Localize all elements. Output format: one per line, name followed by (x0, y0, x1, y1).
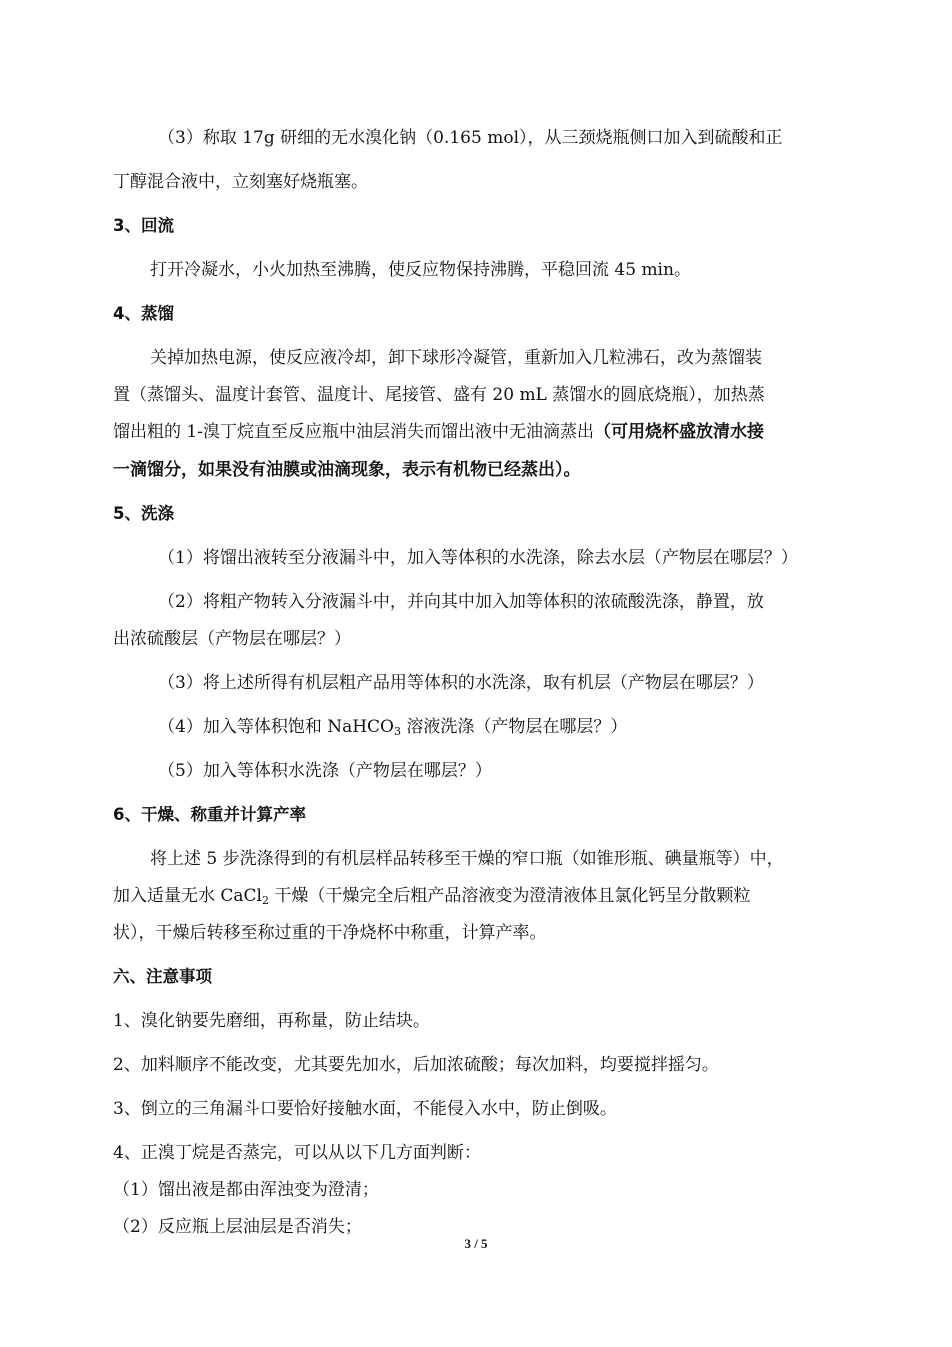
list-item-text: 溶液洗涤（产物层在哪层？） (401, 717, 628, 737)
section-heading-distillation: 4、蒸馏 (113, 304, 174, 323)
list-item: （3）将上述所得有机层粗产品用等体积的水洗涤，取有机层（产物层在哪层？） (158, 673, 764, 693)
subscript: 3 (394, 725, 401, 738)
subscript: 2 (262, 894, 269, 907)
list-item: 4、正溴丁烷是否蒸完，可以从以下几方面判断： (113, 1143, 481, 1163)
paragraph-text: 加入适量无水 CaCl (113, 886, 262, 906)
list-item: 2、加料顺序不能改变，尤其要先加水，后加浓硫酸；每次加料，均要搅拌摇匀。 (113, 1055, 719, 1075)
paragraph-text: 馏出粗的 1-溴丁烷直至反应瓶中油层消失而馏出液中无油滴蒸出 (113, 422, 594, 442)
paragraph-line: 打开冷凝水，小火加热至沸腾，使反应物保持沸腾，平稳回流 45 min。 (150, 260, 691, 280)
list-item: （2）将粗产物转入分液漏斗中，并向其中加入加等体积的浓硫酸洗涤，静置，放 (158, 592, 764, 612)
list-item-text: （4）加入等体积饱和 NaHCO (158, 717, 394, 737)
list-item: 1、溴化钠要先磨细，再称量，防止结块。 (113, 1011, 430, 1031)
list-item (158, 715, 627, 739)
paragraph-text: 干燥（干燥完全后粗产品溶液变为澄清液体且氯化钙呈分散颗粒 (269, 886, 751, 906)
paragraph-line: （3）称取 17g 研细的无水溴化钠（0.165 mol），从三颈烧瓶侧口加入到硫酸和正 (158, 128, 783, 148)
list-item: 3、倒立的三角漏斗口要恰好接触水面，不能侵入水中，防止倒吸。 (113, 1099, 617, 1119)
list-item: （2）反应瓶上层油层是否消失； (113, 1217, 362, 1237)
paragraph-bold-line: 一滴馏分，如果没有油膜或油滴现象，表示有机物已经蒸出）。 (113, 460, 581, 480)
list-item: （1）馏出液是都由浑浊变为澄清； (113, 1180, 379, 1200)
list-item: （5）加入等体积水洗涤（产物层在哪层？） (158, 761, 492, 781)
paragraph-line: 将上述 5 步洗涤得到的有机层样品转移至干燥的窄口瓶（如锥形瓶、碘量瓶等）中， (150, 849, 784, 869)
paragraph-line: 关掉加热电源，使反应液冷却，卸下球形冷凝管，重新加入几粒沸石，改为蒸馏装 (150, 348, 762, 368)
section-heading-notes: 六、注意事项 (113, 967, 212, 986)
paragraph-line: 出浓硫酸层（产物层在哪层？） (113, 629, 351, 649)
section-heading-reflux: 3、回流 (113, 216, 174, 235)
section-heading-washing: 5、洗涤 (113, 504, 174, 523)
list-item: （1）将馏出液转至分液漏斗中，加入等体积的水洗涤，除去水层（产物层在哪层？） (158, 548, 798, 568)
paragraph-line (113, 420, 764, 444)
page-number: 3 / 5 (464, 1236, 488, 1251)
paragraph-bold-text: （可用烧杯盛放清水接 (593, 422, 764, 442)
section-heading-drying: 6、干燥、称重并计算产率 (113, 805, 306, 824)
paragraph-line: 置（蒸馏头、温度计套管、温度计、尾接管、盛有 20 mL 蒸馏水的圆底烧瓶），加热蒸 (113, 385, 765, 405)
paragraph-line (113, 884, 750, 908)
paragraph-line: 丁醇混合液中，立刻塞好烧瓶塞。 (113, 172, 368, 192)
paragraph-line: 状），干燥后转移至称过重的干净烧杯中称重，计算产率。 (113, 923, 547, 943)
